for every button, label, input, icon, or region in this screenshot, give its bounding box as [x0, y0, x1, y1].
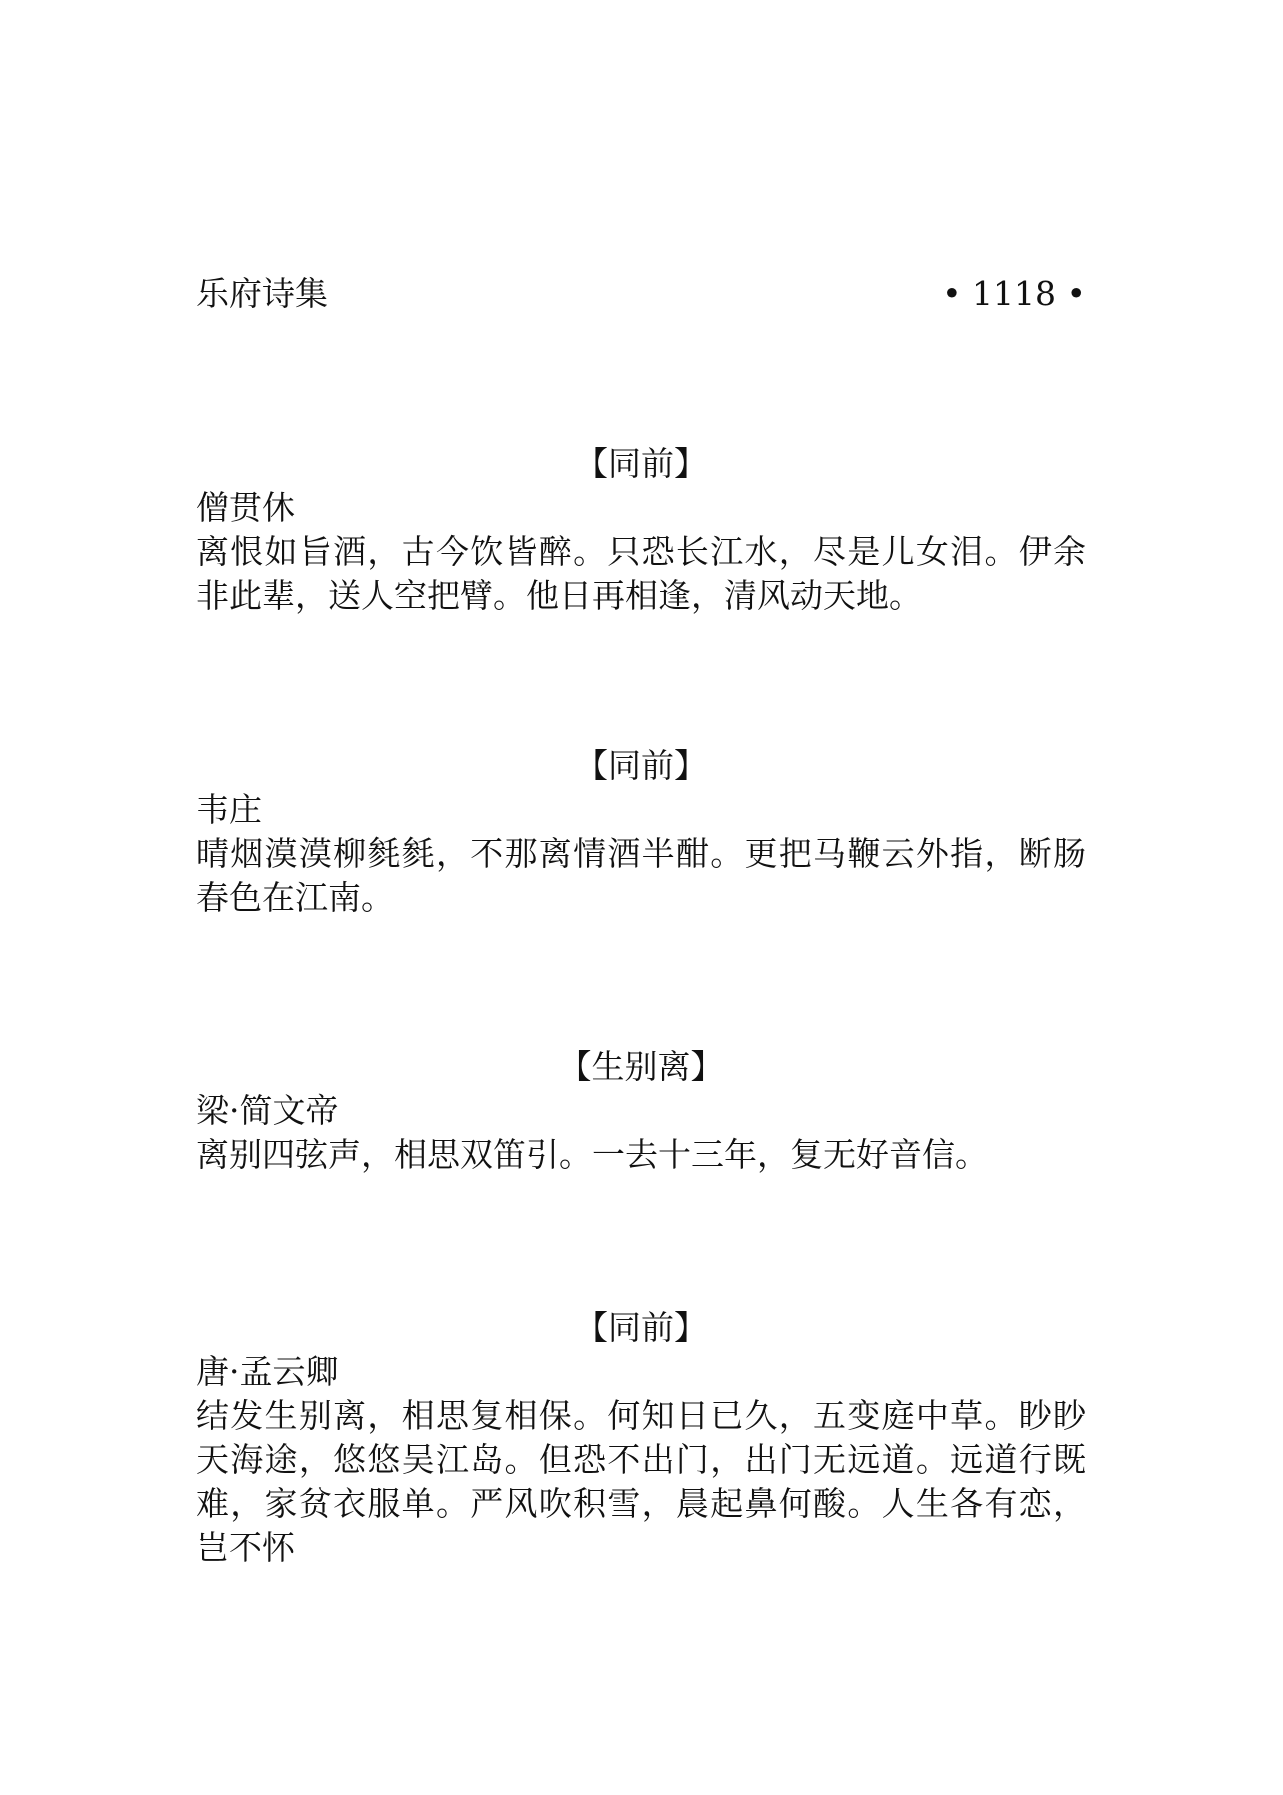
- page-number: • 1118 •: [942, 274, 1086, 313]
- poem-author: 唐·孟云卿: [196, 1352, 339, 1391]
- poem-author: 梁·简文帝: [196, 1091, 339, 1130]
- poem-title: 【同前】: [575, 1308, 707, 1347]
- poem-text: 结发生别离，相思复相保。何知日已久，五变庭中草。眇眇天海途，悠悠吴江岛。但恐不出门，出门无远道。远道行既难，家贫衣服单。严风吹积雪，晨起鼻何酸。人生各有恋，岂不怀: [196, 1396, 1086, 1567]
- poem-author: 僧贯休: [196, 488, 295, 527]
- poem-title: 【同前】: [575, 444, 707, 483]
- poem-entry: [196, 1306, 1086, 1570]
- poem-text: 离恨如旨酒，古今饮皆醉。只恐长江水，尽是儿女泪。伊余非此辈，送人空把臂。他日再相逢，清风动天地。: [196, 532, 1086, 615]
- running-header: [196, 270, 1086, 318]
- poem-entry: [196, 744, 1086, 920]
- poem-entry: [196, 442, 1086, 618]
- poem-text: 离别四弦声，相思双笛引。一去十三年，复无好音信。: [196, 1135, 988, 1174]
- poem-entry: [196, 1045, 1086, 1177]
- book-title: 乐府诗集: [196, 274, 328, 313]
- poem-author: 韦庄: [196, 790, 262, 829]
- poem-text: 晴烟漠漠柳毵毵，不那离情酒半酣。更把马鞭云外指，断肠春色在江南。: [196, 834, 1086, 917]
- poem-title: 【同前】: [575, 746, 707, 785]
- poem-title: 【生别离】: [558, 1047, 724, 1086]
